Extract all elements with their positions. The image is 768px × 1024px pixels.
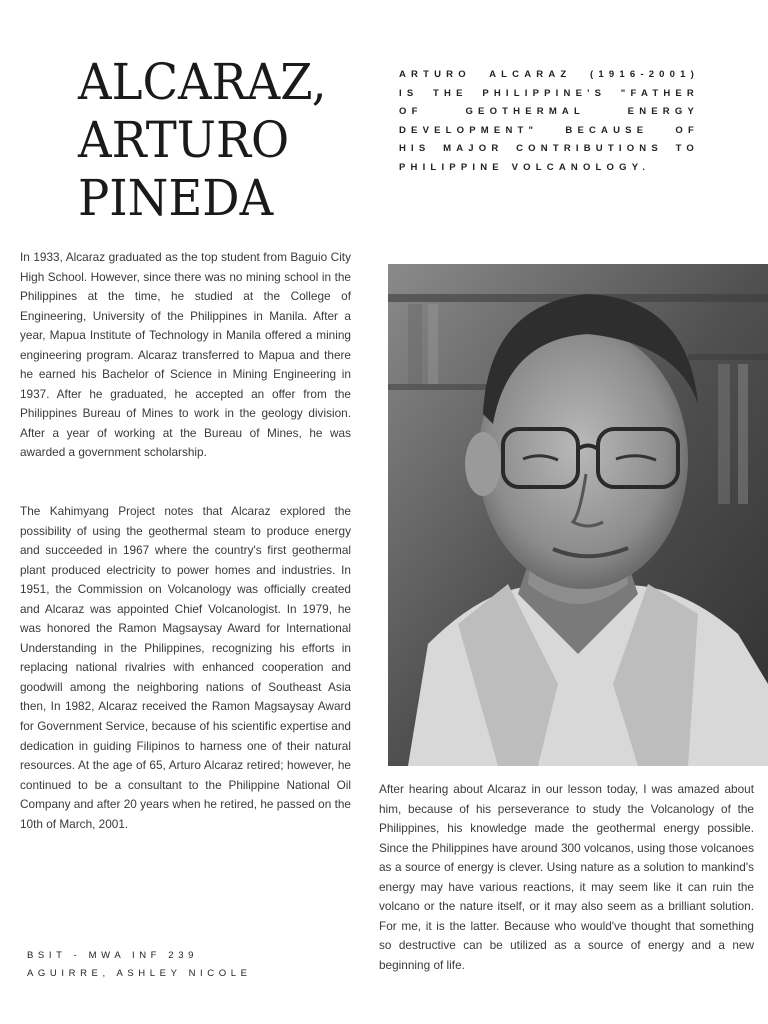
paragraph-reflection: After hearing about Alcaraz in our lesson today, I was amazed about him, because of his perseverance to study the Volcanology of the Philippines, his knowledge made the geothermal energy possible. Since the Philippines have around 300 volcanos, using those volcanoes as a source of energy is clever. Using nature as a solution to mankind's energy may have various reactions, it may seem like it can ruin the volcano or the nature itself, or it may also seem as a brilliant solution. For me, it is the latter. Because who would've thought that something so destructive can be utilized as a source of energy and a new beginning of life. xyxy=(379,782,754,972)
paragraph-career: The Kahimyang Project notes that Alcaraz explored the possibility of using the geothermal steam to produce energy and succeeded in 1967 where the country's first geothermal plant produced electricity to power homes and industries. In 1951, the Commission on Volcanology was officially created and Alcaraz was appointed Chief Volcanologist. In 1979, he was honored the Ramon Magsaysay Award for International Understanding in the Philippines, recognizing his efforts in replacing national rivalries with enhanced cooperation and goodwill among the neighboring nations of Southeast Asia then, In 1982, Alcaraz received the Ramon Magsaysay Award for Government Service, because of his scientific expertise and dedication in guiding Filipinos to harness one of their natural resources. At the age of 65, Arturo Alcaraz retired; however, he continued to be a consultant to the Philippine National Oil Company and after 20 years when he retired, he passed on the 10th of March, 2001. xyxy=(20,504,351,831)
paragraph-education: In 1933, Alcaraz graduated as the top student from Baguio City High School. However, since there was no mining school in the Philippines at the time, he studied at the College of Engineering, University of the Philippines in Manila. After a year, Mapua Institute of Technology in Manila offered a mining engineering program. Alcaraz transferred to Mapua and there he earned his Bachelor of Science in Mining Engineering in 1937. After he graduated, he accepted an offer from the Philippines Bureau of Mines to work in the geology division. After a year of working at the Bureau of Mines, he was awarded a government scholarship. xyxy=(20,250,351,460)
title-line-3: PINEDA xyxy=(78,169,274,227)
author-name: AGUIRRE, ASHLEY NICOLE xyxy=(27,968,252,979)
portrait-photo xyxy=(388,264,768,766)
course-code: BSIT - MWA INF 239 xyxy=(27,950,198,961)
title-line-2: ARTURO xyxy=(78,111,290,169)
title-line-1: ALCARAZ, xyxy=(78,53,327,111)
tagline: ARTURO ALCARAZ (1916-2001) IS THE PHILIPPINE'S "FATHER OF GEOTHERMAL ENERGY DEVELOPMENT" BECAUSE OF HIS MAJOR CONTRIBUTIONS TO PHILIPPINE VOLCANOLOGY. xyxy=(399,69,699,173)
portrait-illustration xyxy=(388,264,768,766)
